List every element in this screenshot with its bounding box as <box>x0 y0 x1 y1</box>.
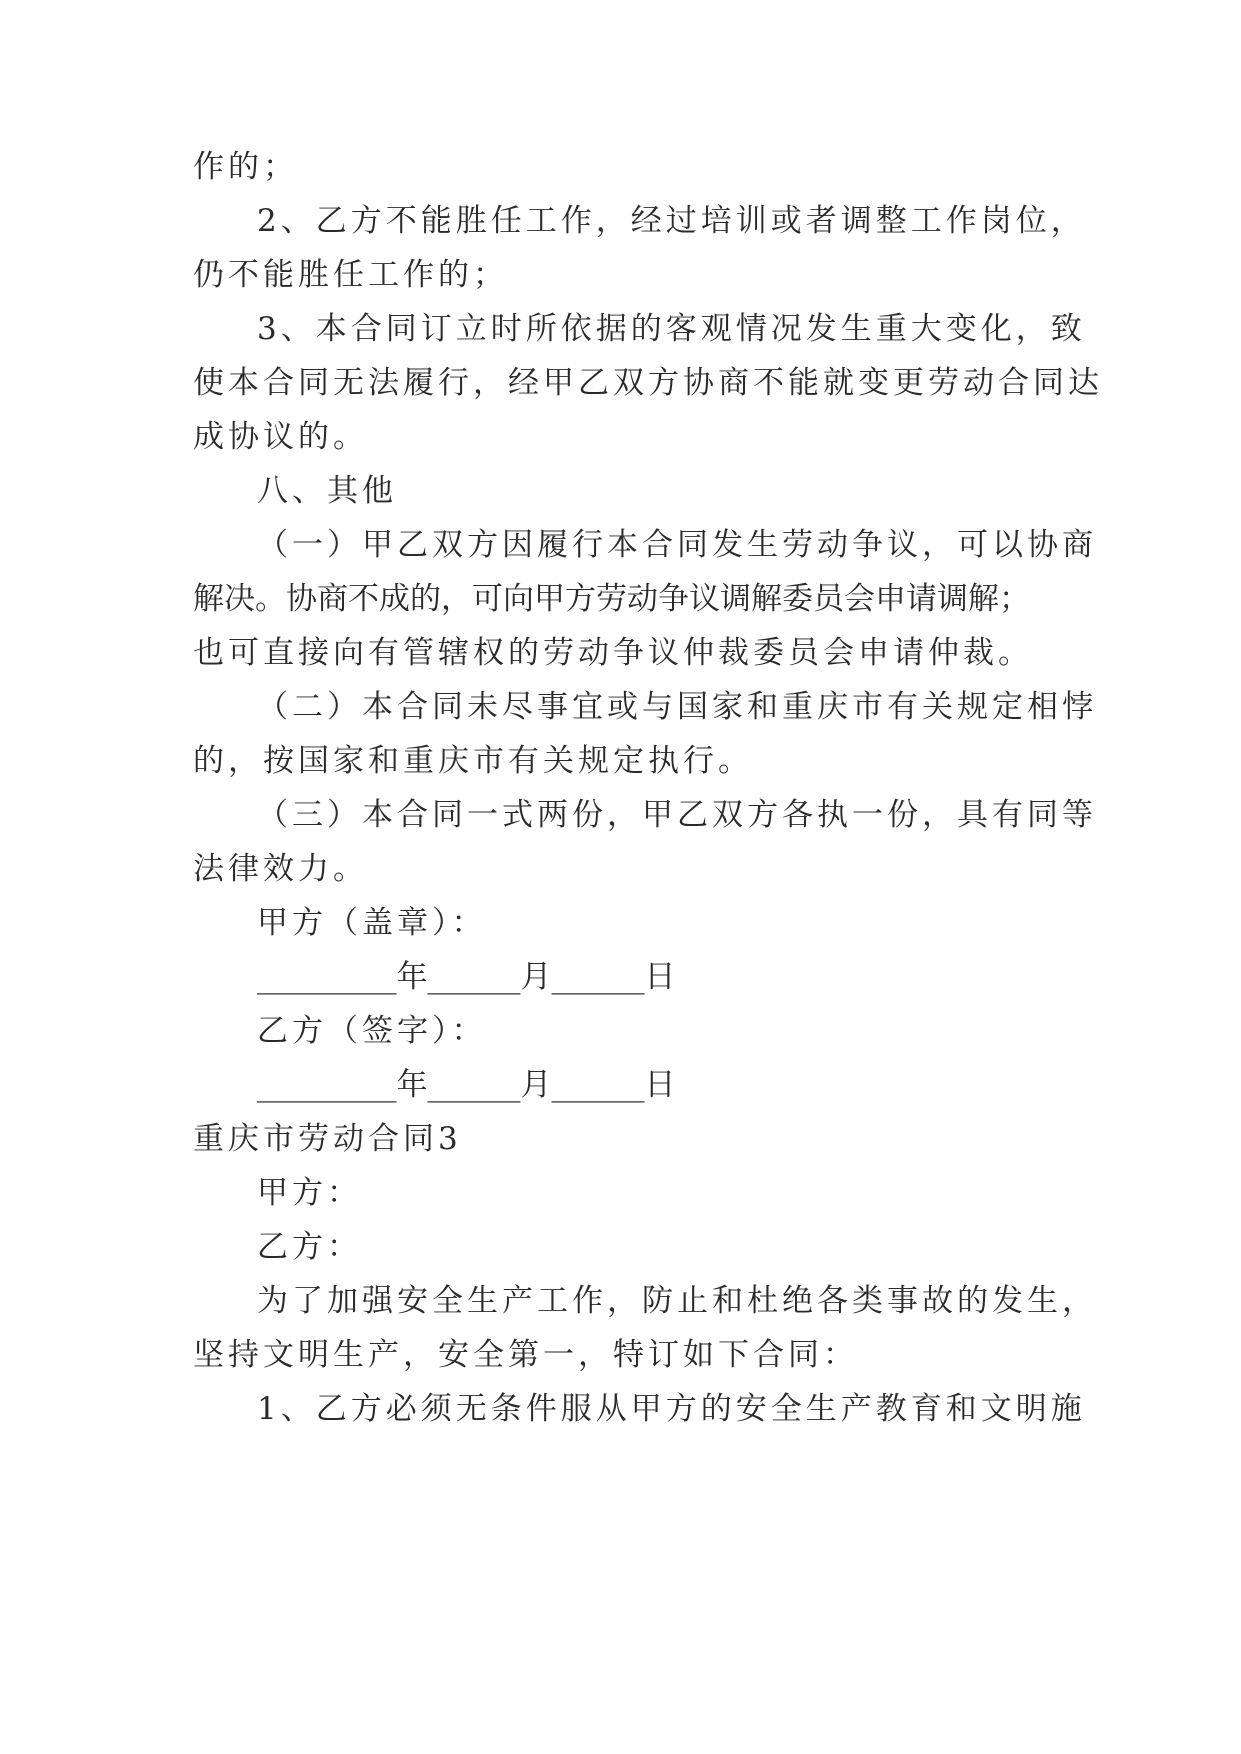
party-b-signature-label: 乙方（签字）： <box>257 1013 487 1049</box>
item-2-line: （二）本合同未尽事宜或与国家和重庆市有关规定相悖 <box>257 689 1097 725</box>
paragraph-line: 坚持文明生产，安全第一，特订如下合同： <box>193 1337 858 1373</box>
item-1-line: （一）甲乙双方因履行本合同发生劳动争议，可以协商 <box>257 527 1097 563</box>
clause-1-line: 1、乙方必须无条件服从甲方的安全生产教育和文明施 <box>257 1391 1086 1427</box>
paragraph-line: 仍不能胜任工作的； <box>193 257 508 293</box>
paragraph-line: 使本合同无法履行，经甲乙双方协商不能就变更劳动合同达 <box>193 365 1103 401</box>
document-title: 重庆市劳动合同3 <box>193 1121 462 1157</box>
party-a-date-line: _________年______月______日 <box>257 959 676 995</box>
party-a-seal-label: 甲方（盖章）： <box>257 905 487 941</box>
paragraph-line: 成协议的。 <box>193 419 368 455</box>
paragraph-line: 法律效力。 <box>193 851 368 887</box>
paragraph-line: 解决。协商不成的，可向甲方劳动争议调解委员会申请调解； <box>193 581 1030 617</box>
paragraph-line: 也可直接向有管辖权的劳动争议仲裁委员会申请仲裁。 <box>193 635 1033 671</box>
party-b-date-line: _________年______月______日 <box>257 1067 676 1103</box>
paragraph-line: 作的； <box>193 149 298 185</box>
party-b-label: 乙方： <box>257 1229 362 1265</box>
clause-3-line: 3、本合同订立时所依据的客观情况发生重大变化，致 <box>257 311 1086 347</box>
clause-2-line: 2、乙方不能胜任工作，经过培训或者调整工作岗位， <box>257 203 1086 239</box>
paragraph-line: 的，按国家和重庆市有关规定执行。 <box>193 743 753 779</box>
preamble-line: 为了加强安全生产工作，防止和杜绝各类事故的发生， <box>257 1283 1097 1319</box>
party-a-label: 甲方： <box>257 1175 362 1211</box>
item-3-line: （三）本合同一式两份，甲乙双方各执一份，具有同等 <box>257 797 1097 833</box>
section-heading: 八、其他 <box>257 473 397 509</box>
